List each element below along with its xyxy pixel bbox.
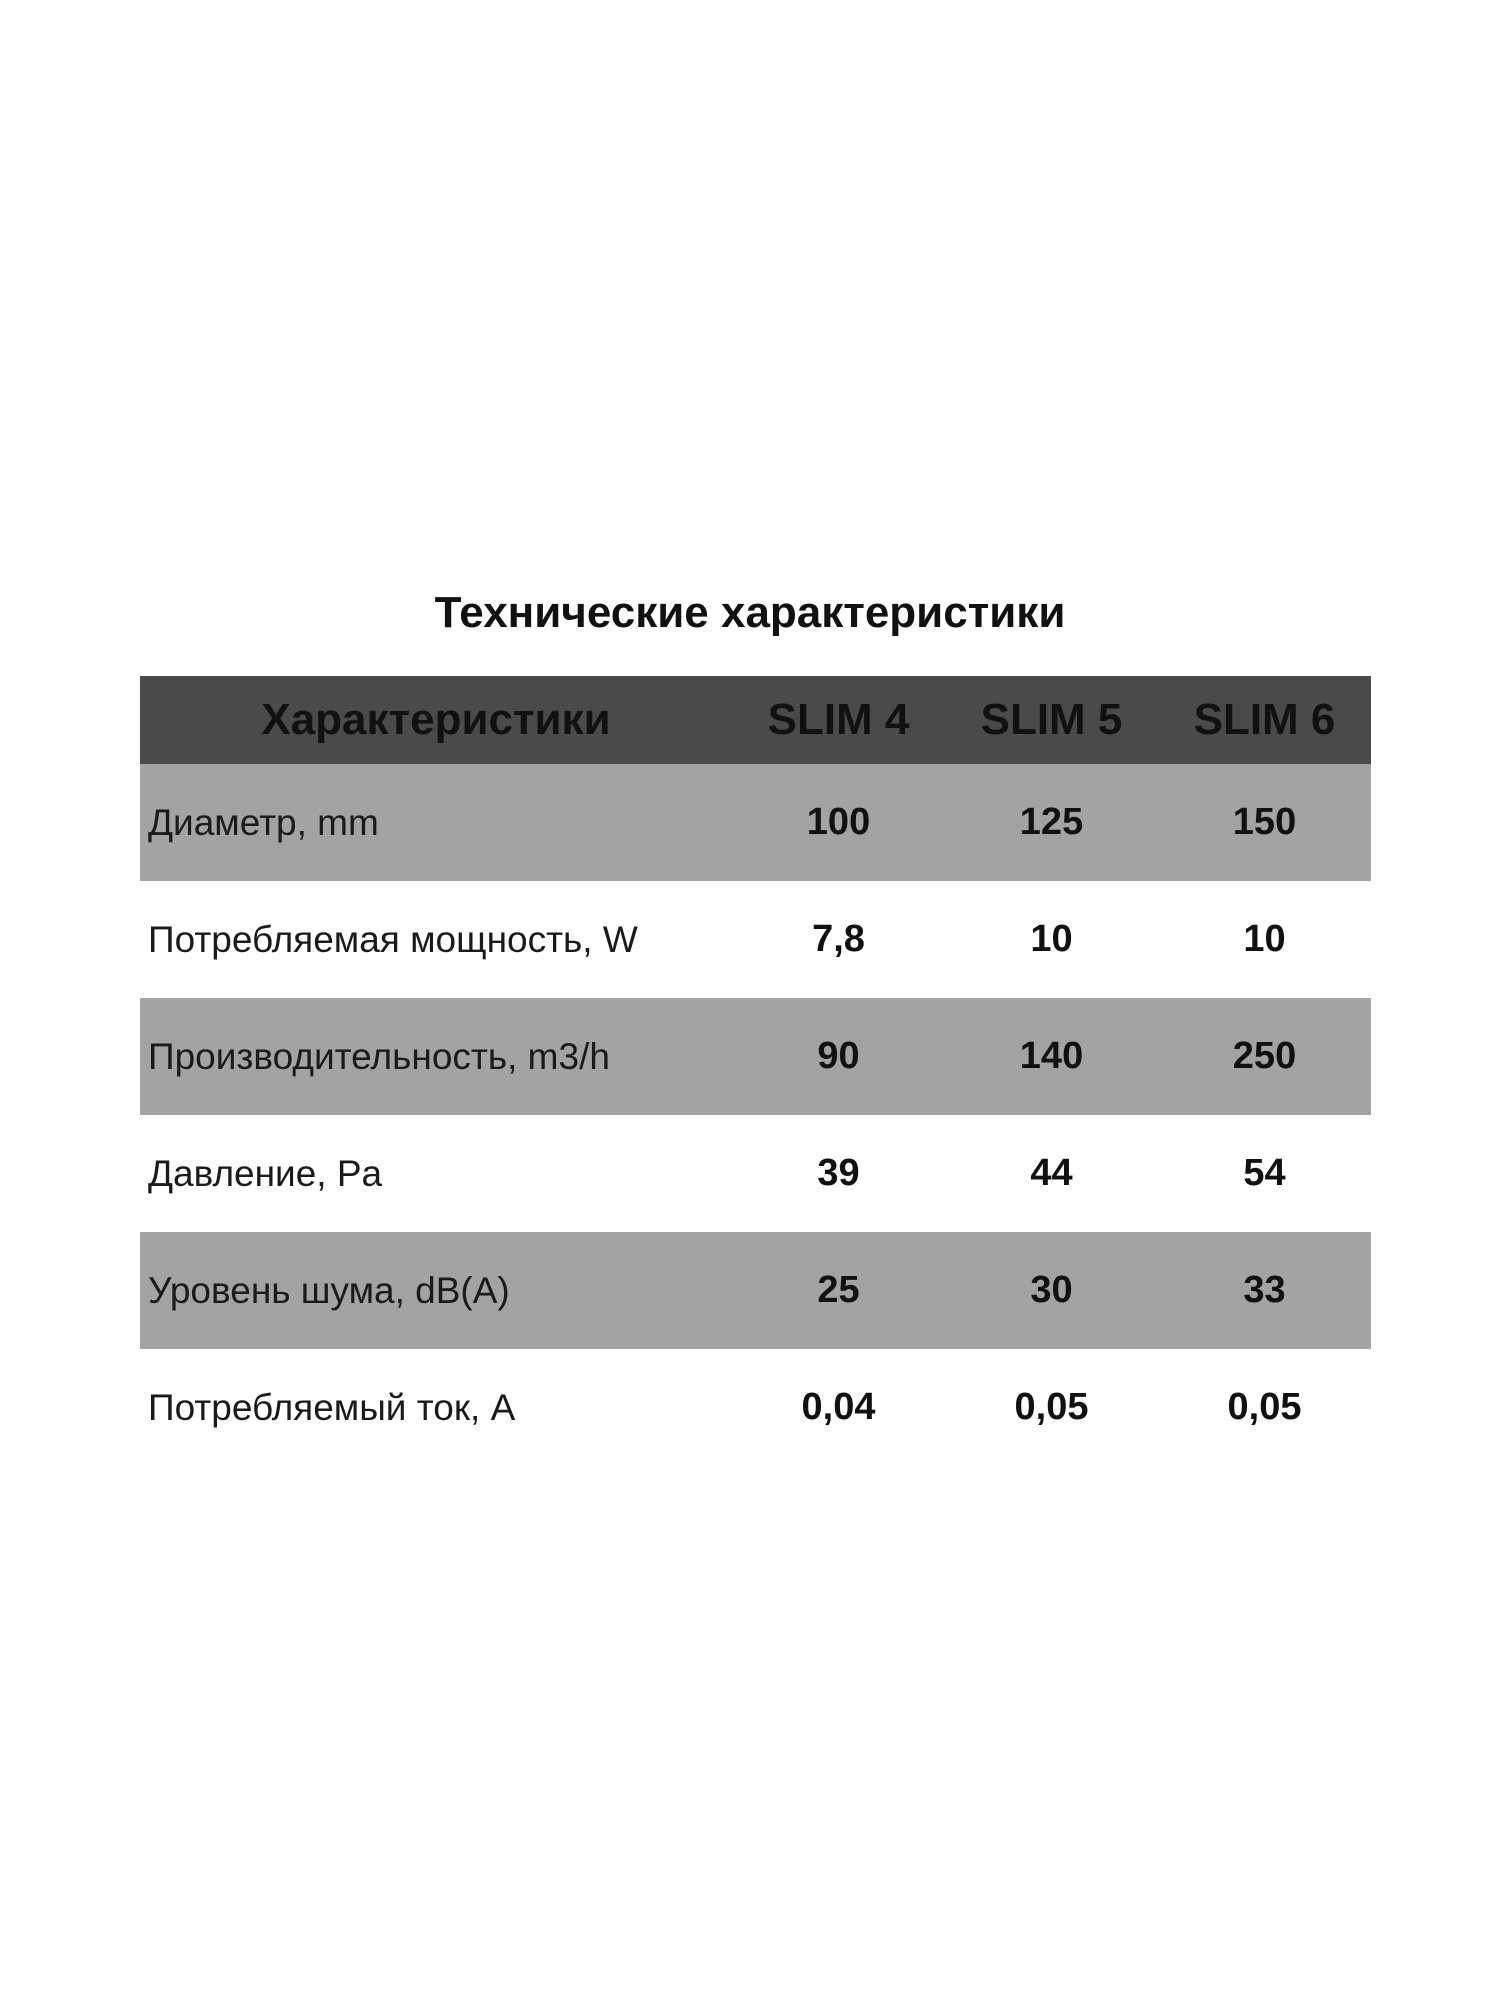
row-value-slim-5: 125 [1019, 801, 1084, 843]
row-label: Уровень шума, dB(A) [148, 1269, 510, 1311]
row-label: Потребляемая мощность, W [148, 918, 638, 960]
row-value-slim-4: 90 [817, 1035, 860, 1077]
table-row [140, 998, 1371, 1115]
row-value-slim-4: 100 [806, 801, 871, 843]
row-value-slim-5: 30 [1030, 1269, 1073, 1311]
row-label: Давление, Pa [148, 1152, 383, 1194]
table-header-row [140, 676, 1371, 764]
header-characteristics: Характеристики [261, 695, 611, 744]
header-slim-5: SLIM 5 [980, 695, 1123, 744]
header-slim-6: SLIM 6 [1193, 695, 1336, 744]
header-slim-4: SLIM 4 [767, 695, 910, 744]
row-value-slim-6: 10 [1243, 918, 1286, 960]
table-row [140, 1232, 1371, 1349]
table-row [140, 764, 1371, 881]
table-row [140, 1349, 1371, 1466]
row-value-slim-4: 39 [817, 1152, 860, 1194]
table-row [140, 881, 1371, 998]
row-value-slim-5: 140 [1019, 1035, 1084, 1077]
row-label: Производительность, m3/h [148, 1035, 610, 1077]
row-value-slim-6: 33 [1243, 1269, 1286, 1311]
row-label: Диаметр, mm [148, 801, 379, 843]
row-value-slim-5: 10 [1030, 918, 1073, 960]
row-value-slim-4: 0,04 [801, 1386, 876, 1428]
table-row [140, 1115, 1371, 1232]
row-value-slim-4: 25 [817, 1269, 860, 1311]
row-value-slim-6: 0,05 [1227, 1386, 1302, 1428]
row-label: Потребляемый ток, A [148, 1386, 516, 1428]
row-value-slim-5: 44 [1030, 1152, 1073, 1194]
row-value-slim-5: 0,05 [1014, 1386, 1089, 1428]
row-value-slim-6: 150 [1232, 801, 1297, 843]
spec-table [140, 676, 1371, 1466]
page-title: Технические характеристики [434, 588, 1066, 637]
row-value-slim-6: 54 [1243, 1152, 1286, 1194]
row-value-slim-4: 7,8 [812, 918, 865, 960]
row-value-slim-6: 250 [1232, 1035, 1297, 1077]
